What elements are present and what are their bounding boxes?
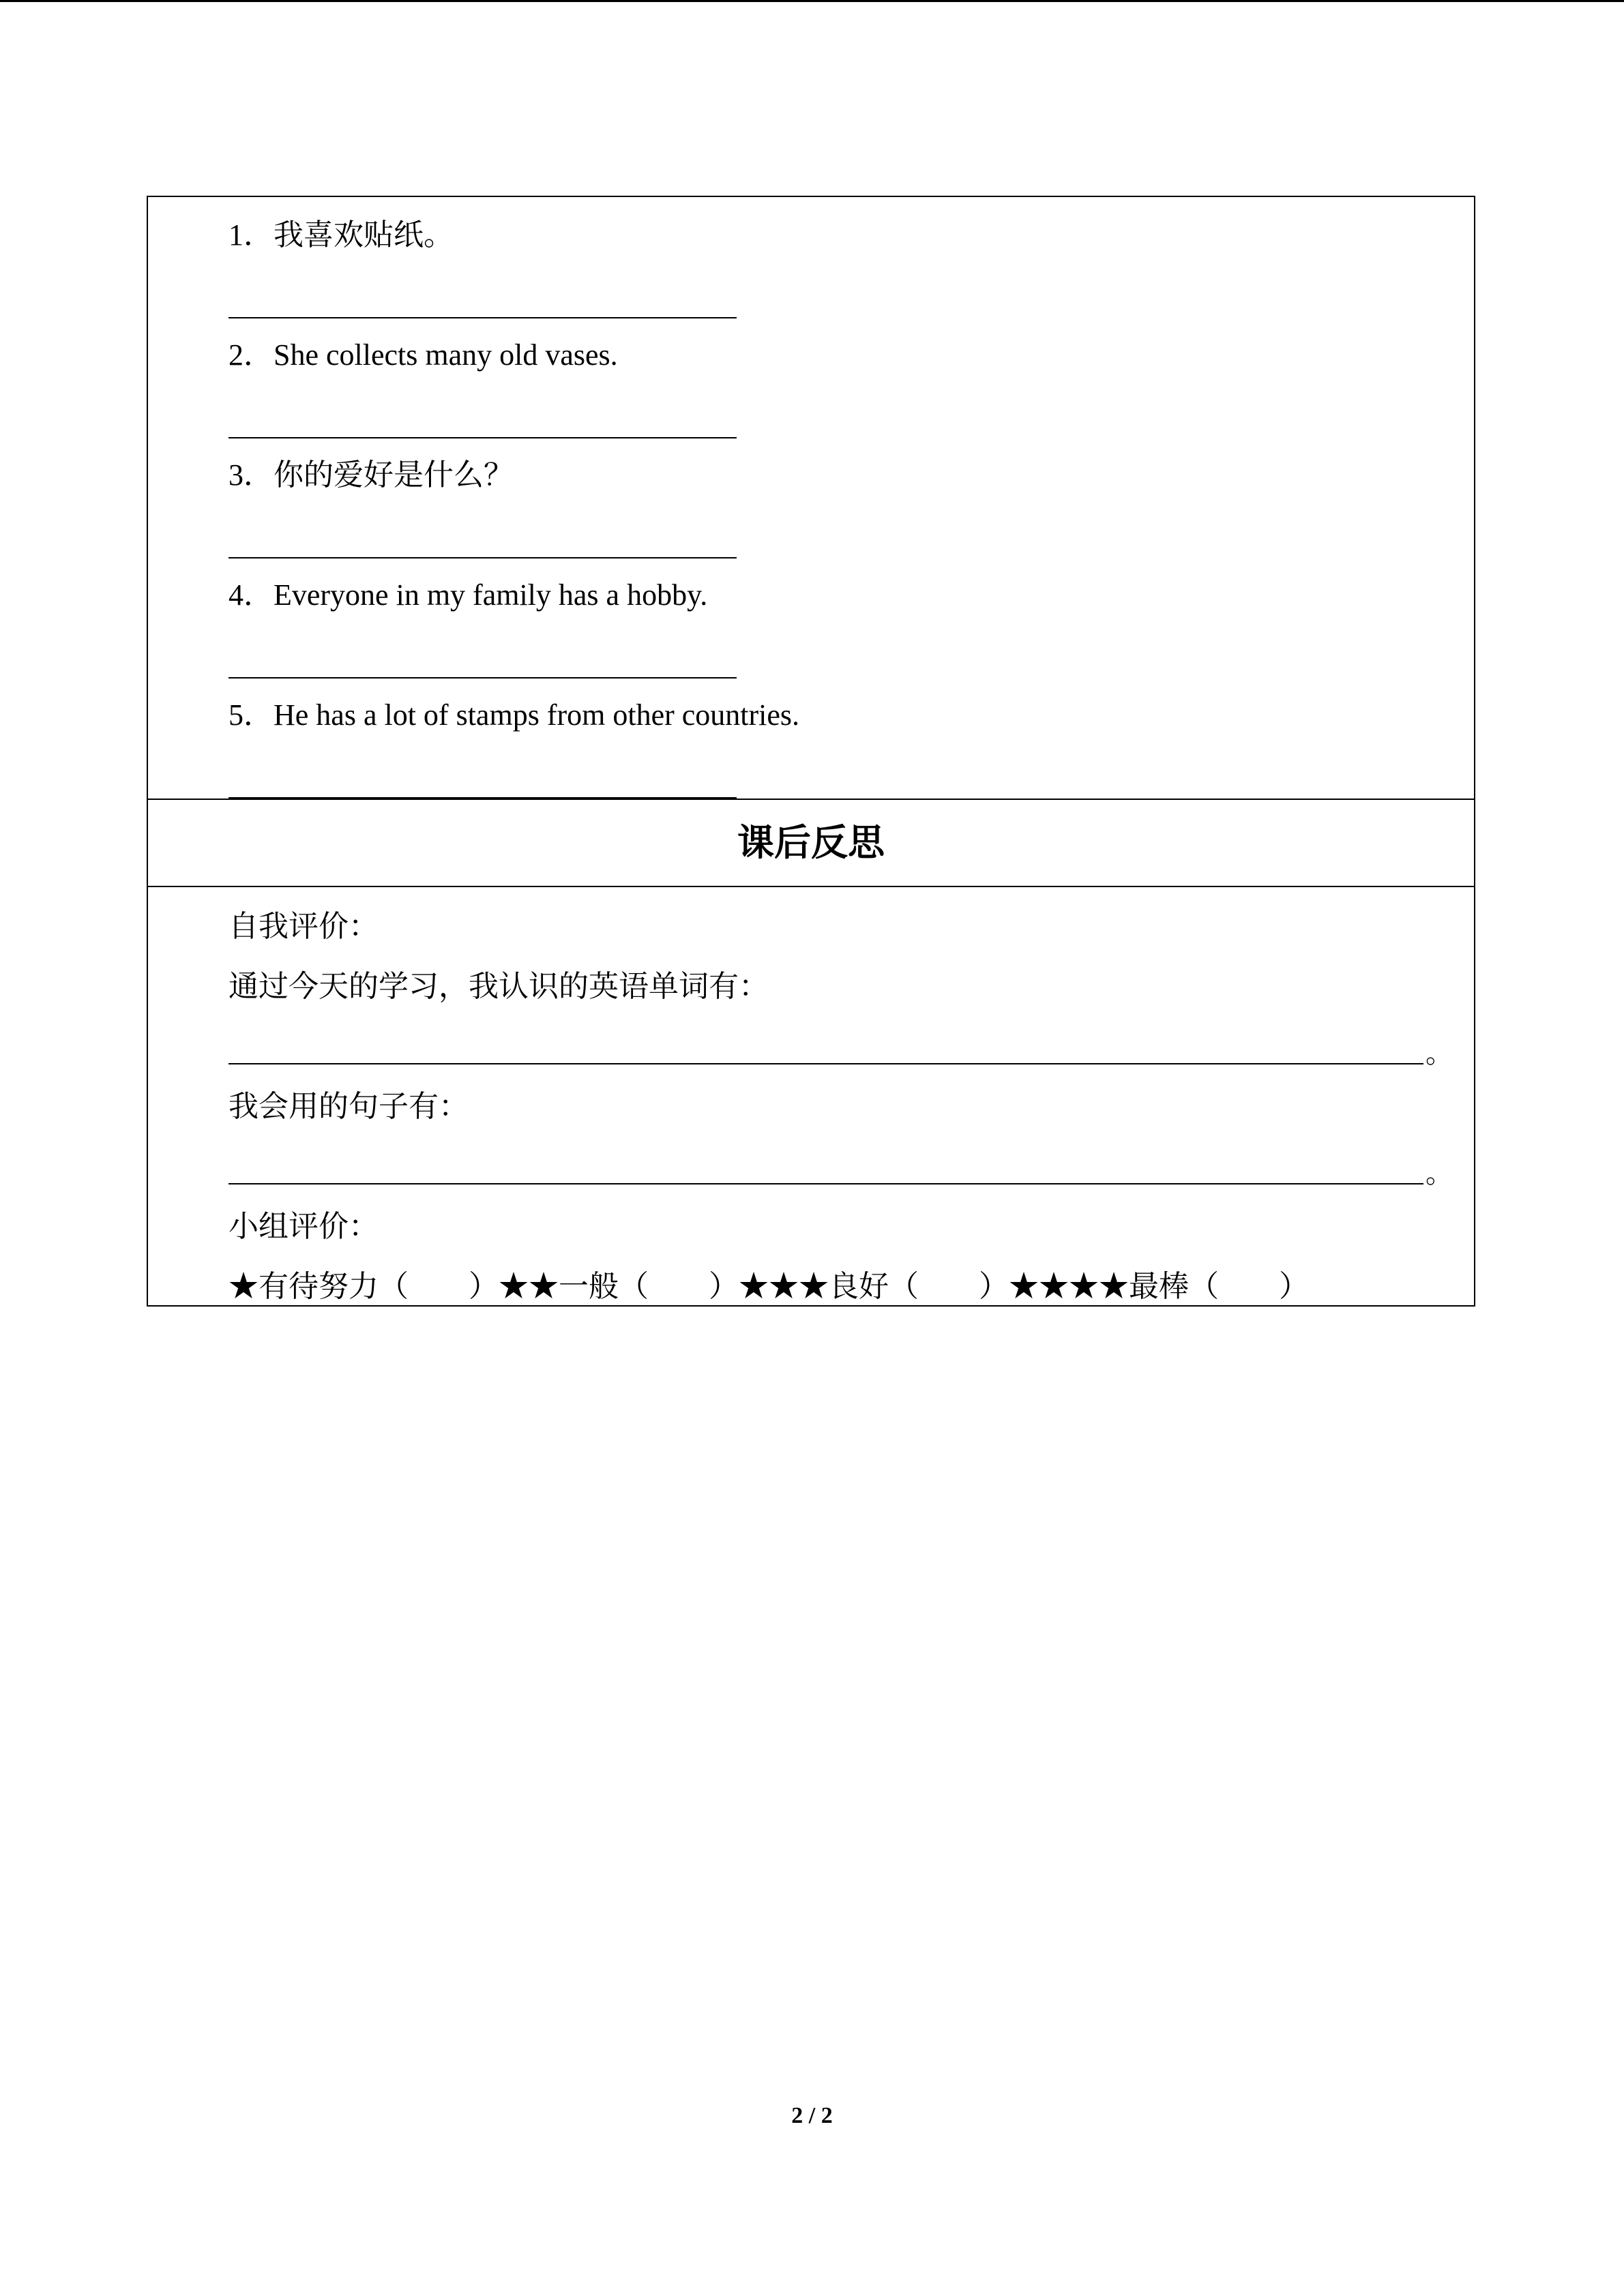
exercise-item-3 bbox=[228, 457, 514, 494]
exercise-number: 5． bbox=[228, 698, 274, 732]
exercise-item-5 bbox=[228, 697, 799, 734]
exercise-text: Everyone in my family has a hobby. bbox=[274, 578, 708, 612]
exercise-item-2 bbox=[228, 337, 618, 374]
words-answer-blank[interactable] bbox=[228, 1063, 1423, 1064]
words-prompt: 通过今天的学习，我认识的英语单词有： bbox=[228, 970, 769, 1003]
answer-blank-3[interactable] bbox=[228, 557, 737, 558]
section-title: 课后反思 bbox=[737, 821, 885, 864]
self-evaluation-label: 自我评价： bbox=[228, 910, 379, 943]
period-mark: 。 bbox=[1426, 1038, 1453, 1069]
top-border-line bbox=[0, 0, 1624, 2]
sentences-answer-blank[interactable] bbox=[228, 1183, 1423, 1184]
exercise-text: He has a lot of stamps from other countries. bbox=[274, 698, 800, 732]
exercise-item-4 bbox=[228, 577, 707, 614]
section-divider bbox=[148, 886, 1474, 887]
exercise-text: 我喜欢贴纸。 bbox=[274, 218, 454, 252]
answer-blank-1[interactable] bbox=[228, 317, 737, 318]
sentences-prompt: 我会用的句子有： bbox=[228, 1090, 469, 1123]
exercise-text: 你的爱好是什么？ bbox=[274, 458, 514, 492]
period-mark: 。 bbox=[1426, 1158, 1453, 1189]
exercise-number: 4． bbox=[228, 578, 274, 612]
exercise-number: 3． bbox=[228, 458, 274, 492]
page-number: 2 / 2 bbox=[791, 2103, 833, 2128]
exercise-item-1 bbox=[228, 217, 454, 254]
worksheet-table bbox=[147, 196, 1475, 1307]
answer-blank-4[interactable] bbox=[228, 677, 737, 679]
exercise-number: 1． bbox=[228, 218, 274, 252]
exercise-text: She collects many old vases. bbox=[274, 338, 618, 372]
group-evaluation-label: 小组评价： bbox=[228, 1210, 379, 1243]
exercise-number: 2． bbox=[228, 338, 274, 372]
answer-blank-2[interactable] bbox=[228, 437, 737, 438]
rating-options: ★有待努力（ ）★★一般（ ）★★★良好（ ）★★★★最棒（ ） bbox=[228, 1270, 1309, 1303]
